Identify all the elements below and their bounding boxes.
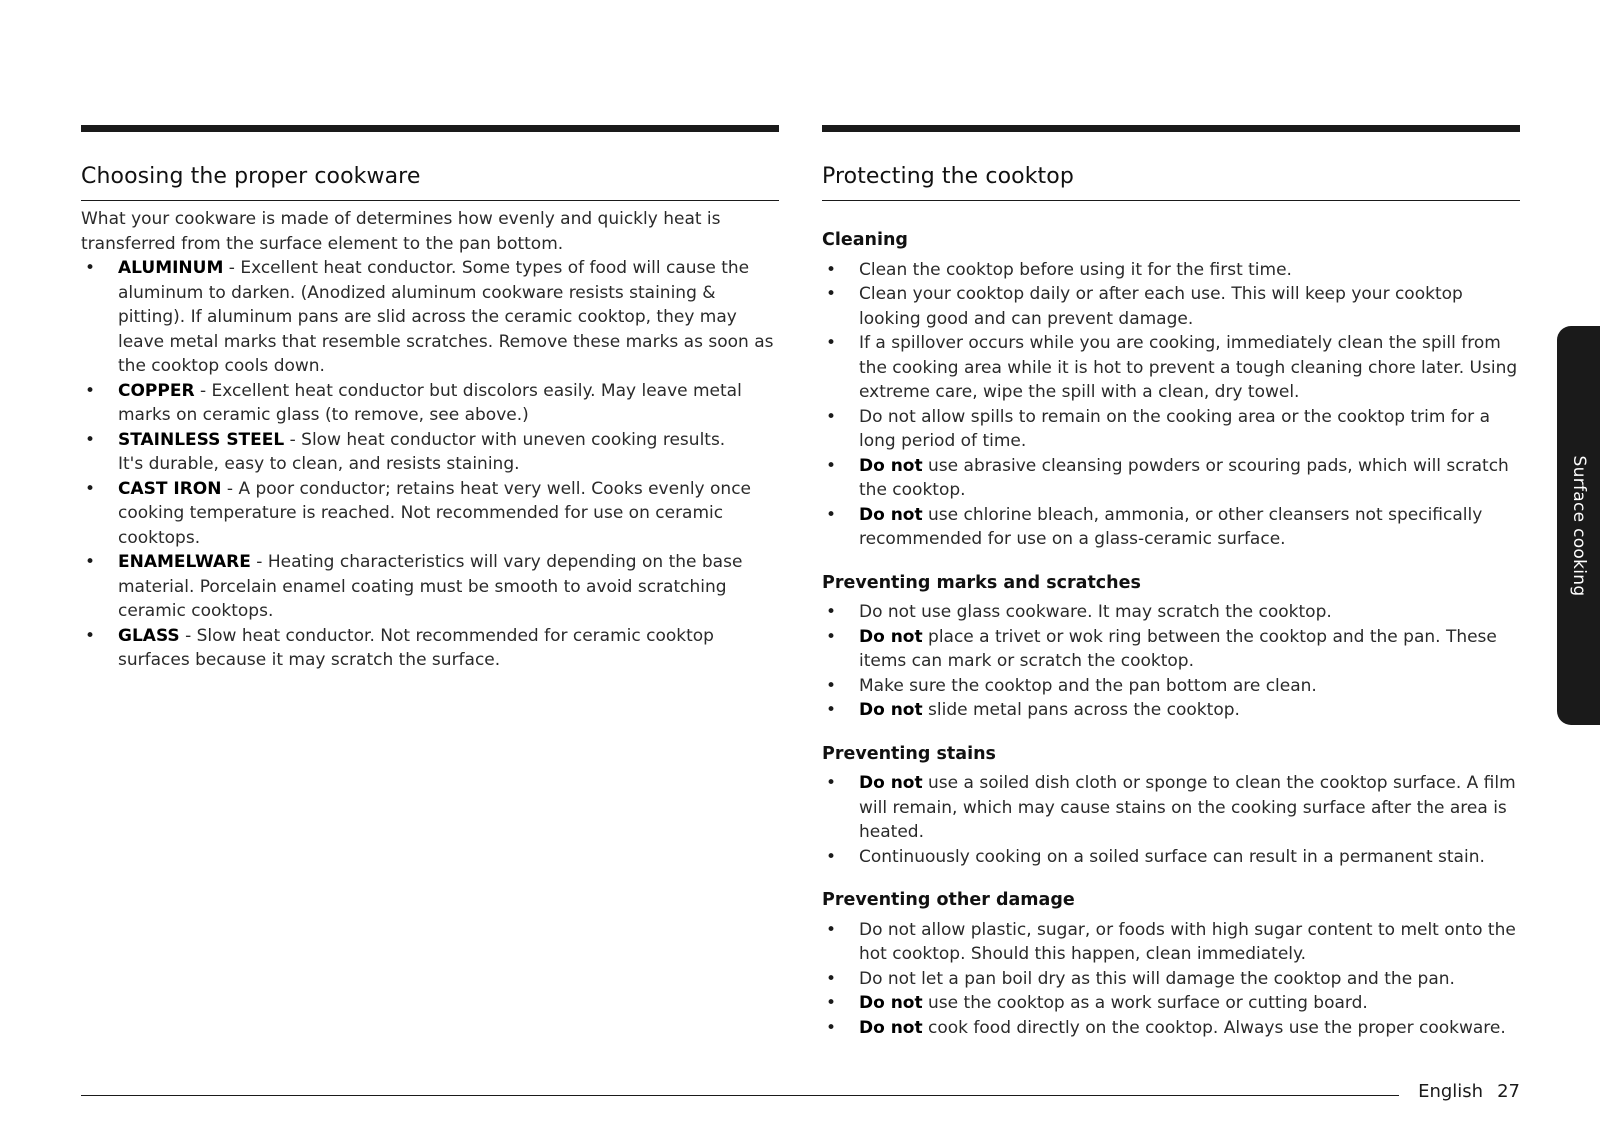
term-do-not: Do not — [859, 455, 923, 476]
list-item — [822, 845, 1520, 870]
item-text: use abrasive cleansing powders or scouring pads, which will scratch the cooktop. — [859, 455, 1509, 500]
item-text: cook food directly on the cooktop. Always use the proper cookware. — [922, 1017, 1506, 1038]
top-rule-right — [822, 125, 1520, 132]
cleaning-list — [822, 258, 1520, 552]
footer-rule — [81, 1095, 1399, 1096]
item-text: Do not use glass cookware. It may scratch the cooktop. — [859, 602, 1332, 622]
item-text: place a trivet or wok ring between the cooktop and the pan. These items can mark or scratch the cooktop. — [859, 626, 1497, 671]
list-item — [822, 771, 1520, 845]
list-item-stainless-steel — [81, 428, 779, 477]
list-item-enamelware — [81, 550, 779, 624]
item-text: use chlorine bleach, ammonia, or other cleansers not specifically recommended for use on a glass-ceramic surface. — [859, 504, 1483, 549]
item-text: - Excellent heat conductor. Some types of food will cause the aluminum to darken. (Anodized aluminum cookware resists staining & pitting). If aluminum pans are slid across the ceramic cooktop, they may leave metal marks that resemble scratches. Remove these marks as soon as the cooktop cools down. — [118, 258, 774, 376]
item-text: Do not allow spills to remain on the cooking area or the cooktop trim for a long period of time. — [859, 406, 1490, 451]
list-item — [822, 282, 1520, 331]
subsection-cleaning — [822, 228, 1520, 552]
item-text: - Excellent heat conductor but discolors easily. May leave metal marks on ceramic glass (to remove, see above.) — [118, 380, 742, 425]
term-glass: GLASS — [118, 625, 180, 646]
list-item — [822, 674, 1520, 699]
term-do-not: Do not — [859, 626, 923, 647]
subsection-stains — [822, 742, 1520, 870]
other-damage-list — [822, 918, 1520, 1041]
subsection-other-damage — [822, 888, 1520, 1040]
page-footer — [1418, 1081, 1520, 1102]
list-item — [822, 258, 1520, 283]
list-item — [822, 331, 1520, 405]
protecting-content — [822, 228, 1520, 1040]
cookware-content — [81, 207, 779, 673]
term-cast-iron: CAST IRON — [118, 478, 222, 499]
section-title-cookware: Choosing the proper cookware — [81, 164, 421, 189]
item-text: slide metal pans across the cooktop. — [922, 700, 1240, 720]
section-title-protecting: Protecting the cooktop — [822, 164, 1074, 189]
term-aluminum: ALUMINUM — [118, 258, 224, 278]
list-item — [822, 625, 1520, 674]
term-do-not: Do not — [859, 1017, 923, 1038]
item-text: Clean your cooktop daily or after each use. This will keep your cooktop looking good and can prevent damage. — [859, 284, 1463, 329]
heading-marks: Preventing marks and scratches — [822, 572, 1141, 593]
footer-language: English — [1418, 1081, 1484, 1102]
list-item — [822, 698, 1520, 723]
item-text: - Slow heat conductor with uneven cooking results. — [284, 429, 726, 450]
item-text: Do not allow plastic, sugar, or foods with high sugar content to melt onto the hot cooktop. Should this happen, clean immediately. — [859, 919, 1516, 964]
list-item — [822, 503, 1520, 552]
subsection-marks — [822, 571, 1520, 723]
term-do-not: Do not — [859, 773, 923, 793]
heading-stains: Preventing stains — [822, 743, 996, 764]
item-text: Make sure the cooktop and the pan bottom are clean. — [859, 675, 1317, 696]
term-stainless-steel: STAINLESS STEEL — [118, 429, 285, 450]
list-item — [822, 918, 1520, 967]
item-text: - A poor conductor; retains heat very well. Cooks evenly once cooking temperature is reached. Not recommended for use on ceramic cooktops. — [118, 478, 752, 548]
list-item-cast-iron — [81, 477, 779, 551]
item-text: use the cooktop as a work surface or cutting board. — [922, 993, 1368, 1013]
item-text: Clean the cooktop before using it for the first time. — [859, 259, 1292, 280]
item-text-continued: It's durable, easy to clean, and resists staining. — [118, 454, 520, 474]
chapter-side-tab — [1557, 326, 1600, 725]
term-do-not: Do not — [859, 993, 923, 1013]
term-do-not: Do not — [859, 700, 923, 720]
list-item — [822, 967, 1520, 992]
side-tab-label: Surface cooking — [1568, 455, 1589, 596]
list-item-glass — [81, 624, 779, 673]
list-item-copper — [81, 379, 779, 428]
cookware-list — [81, 256, 779, 673]
term-do-not: Do not — [859, 504, 923, 525]
heading-cleaning: Cleaning — [822, 230, 908, 250]
item-text: If a spillover occurs while you are cooking, immediately clean the spill from the cooking area while it is hot to prevent a tough cleaning chore later. Using extreme care, wipe the spill with a clean, dry towel. — [859, 333, 1518, 402]
heading-other-damage: Preventing other damage — [822, 890, 1075, 910]
list-item — [822, 1016, 1520, 1041]
list-item — [822, 405, 1520, 454]
term-enamelware: ENAMELWARE — [118, 552, 251, 572]
item-text: use a soiled dish cloth or sponge to clean the cooktop surface. A film will remain, which may cause stains on the cooking surface after the area is heated. — [859, 773, 1516, 842]
item-text: Continuously cooking on a soiled surface can result in a permanent stain. — [859, 846, 1485, 867]
cookware-intro: What your cookware is made of determines how evenly and quickly heat is transferred from the surface element to the pan bottom. — [81, 209, 721, 254]
item-text: - Slow heat conductor. Not recommended for ceramic cooktop surfaces because it may scratch the surface. — [118, 625, 714, 670]
list-item-aluminum — [81, 256, 779, 379]
list-item — [822, 454, 1520, 503]
page-number: 27 — [1497, 1081, 1520, 1102]
stains-list — [822, 771, 1520, 869]
list-item — [822, 991, 1520, 1016]
term-copper: COPPER — [118, 380, 195, 401]
item-text: - Heating characteristics will vary depending on the base material. Porcelain enamel coating must be smooth to avoid scratching ceramic cooktops. — [118, 552, 743, 621]
marks-list — [822, 600, 1520, 723]
item-text: Do not let a pan boil dry as this will damage the cooktop and the pan. — [859, 968, 1455, 989]
title-rule-right — [822, 200, 1520, 201]
list-item — [822, 600, 1520, 625]
title-rule-left — [81, 200, 779, 201]
top-rule-left — [81, 125, 779, 132]
